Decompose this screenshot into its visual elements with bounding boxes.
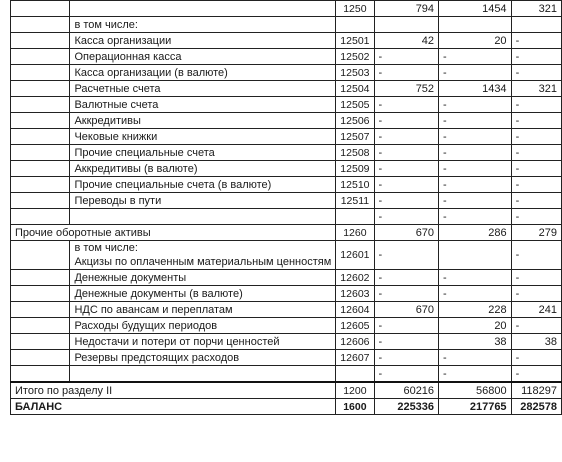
row-indent-cell: [11, 366, 70, 383]
row-value-v2: -: [439, 366, 512, 383]
row-value-v2: -: [439, 350, 512, 366]
row-code: 12603: [336, 286, 374, 302]
row-value-v1: -: [374, 161, 439, 177]
row-code: 12602: [336, 270, 374, 286]
row-value-v2: -: [439, 193, 512, 209]
row-name: [70, 209, 336, 225]
row-value-v2: -: [439, 65, 512, 81]
row-indent-cell: [11, 270, 70, 286]
row-code: 12605: [336, 318, 374, 334]
row-name-text: Операционная касса: [74, 50, 182, 63]
row-value-v3: [511, 17, 561, 33]
row-code: 12501: [336, 33, 374, 49]
row-name-text: Итого по разделу II: [15, 384, 113, 397]
row-name-text: Переводы в пути: [74, 194, 162, 207]
table-row: [11, 366, 562, 383]
row-indent-cell: [11, 161, 70, 177]
row-value-v2: -: [439, 145, 512, 161]
row-value-v2: -: [439, 49, 512, 65]
row-name-text: Недостачи и потери от порчи ценностей: [74, 335, 280, 348]
row-code: 1260: [336, 225, 374, 241]
row-indent-cell: [11, 97, 70, 113]
table-row: [11, 318, 562, 334]
row-value-v1: -: [374, 113, 439, 129]
row-value-v3: -: [511, 161, 561, 177]
row-name-text: Денежные документы (в валюте): [74, 287, 243, 300]
table-row: [11, 161, 562, 177]
row-value-v1: -: [374, 270, 439, 286]
row-value-v1: -: [374, 241, 439, 270]
row-indent-cell: [11, 193, 70, 209]
row-name-text: НДС по авансам и переплатам: [74, 303, 233, 316]
row-name-text: Денежные документы: [74, 271, 187, 284]
row-value-v3: -: [511, 241, 561, 270]
row-value-v3: 282578: [511, 399, 561, 415]
row-name: [70, 334, 336, 350]
row-code: 12504: [336, 81, 374, 97]
table-row: [11, 225, 562, 241]
row-value-v1: 794: [374, 1, 439, 17]
row-name: [70, 65, 336, 81]
row-code: 12503: [336, 65, 374, 81]
row-name-text-2: Акцизы по оплаченным материальным ценностям: [74, 256, 332, 268]
row-value-v1: 60216: [374, 382, 439, 399]
table-row: [11, 129, 562, 145]
row-value-v2: -: [439, 129, 512, 145]
row-code: [336, 209, 374, 225]
row-value-v2: 56800: [439, 382, 512, 399]
row-indent-cell: [11, 65, 70, 81]
row-value-v1: [374, 17, 439, 33]
row-value-v3: -: [511, 366, 561, 383]
row-value-v1: -: [374, 350, 439, 366]
row-name-text: Резервы предстоящих расходов: [74, 351, 240, 364]
row-name-text: Касса организации (в валюте): [74, 66, 228, 79]
row-value-v3: 279: [511, 225, 561, 241]
row-indent-cell: [11, 113, 70, 129]
row-name-text: Касса организации: [74, 34, 172, 47]
row-name: [70, 286, 336, 302]
row-indent-cell: [11, 334, 70, 350]
table-row: [11, 33, 562, 49]
row-value-v2: 20: [439, 33, 512, 49]
row-value-v2: -: [439, 177, 512, 193]
row-name: [70, 97, 336, 113]
row-name-text: Валютные счета: [74, 98, 159, 111]
row-indent-cell: [11, 1, 70, 17]
table-row: [11, 97, 562, 113]
row-indent-cell: [11, 177, 70, 193]
row-value-v2: [439, 17, 512, 33]
row-value-v3: 118297: [511, 382, 561, 399]
row-name: [70, 161, 336, 177]
row-code: 12502: [336, 49, 374, 65]
table-row: [11, 302, 562, 318]
row-code: 1200: [336, 382, 374, 399]
row-value-v1: 752: [374, 81, 439, 97]
row-value-v2: -: [439, 113, 512, 129]
table-row: [11, 382, 562, 399]
row-value-v1: 225336: [374, 399, 439, 415]
table-row: [11, 350, 562, 366]
row-name-text: в том числе:: [74, 18, 138, 31]
row-name-text: Расходы будущих периодов: [74, 319, 218, 332]
row-value-v2: -: [439, 209, 512, 225]
table-row: [11, 209, 562, 225]
row-name: [70, 81, 336, 97]
table-row: [11, 193, 562, 209]
row-name: [70, 33, 336, 49]
row-value-v1: -: [374, 65, 439, 81]
row-value-v1: 42: [374, 33, 439, 49]
row-value-v1: -: [374, 193, 439, 209]
table-row: [11, 241, 562, 270]
row-value-v3: -: [511, 49, 561, 65]
row-name: [11, 382, 336, 399]
row-code: 1600: [336, 399, 374, 415]
row-value-v1: 670: [374, 302, 439, 318]
balance-table: [10, 0, 562, 415]
row-indent-cell: [11, 17, 70, 33]
row-name: [70, 318, 336, 334]
row-value-v1: -: [374, 334, 439, 350]
row-value-v3: -: [511, 145, 561, 161]
table-row: [11, 286, 562, 302]
row-name: [70, 113, 336, 129]
row-code: 12601: [336, 241, 374, 270]
row-value-v1: -: [374, 286, 439, 302]
table-row: [11, 270, 562, 286]
row-name-text: Прочие специальные счета (в валюте): [74, 178, 272, 191]
table-row: [11, 49, 562, 65]
row-code: 12511: [336, 193, 374, 209]
row-value-v1: -: [374, 366, 439, 383]
row-name-text: Прочие специальные счета: [74, 146, 215, 159]
row-indent-cell: [11, 241, 70, 270]
row-value-v2: -: [439, 97, 512, 113]
row-value-v3: -: [511, 318, 561, 334]
row-value-v1: -: [374, 129, 439, 145]
row-value-v3: 38: [511, 334, 561, 350]
row-code: 12508: [336, 145, 374, 161]
row-value-v1: -: [374, 97, 439, 113]
row-name: [70, 177, 336, 193]
row-indent-cell: [11, 350, 70, 366]
row-value-v1: -: [374, 49, 439, 65]
row-value-v1: -: [374, 145, 439, 161]
row-name: [70, 129, 336, 145]
table-row: [11, 65, 562, 81]
row-value-v2: -: [439, 270, 512, 286]
row-value-v1: -: [374, 209, 439, 225]
row-code: 12607: [336, 350, 374, 366]
row-name: [70, 17, 336, 33]
row-indent-cell: [11, 318, 70, 334]
row-value-v1: -: [374, 318, 439, 334]
row-indent-cell: [11, 81, 70, 97]
row-code: 1250: [336, 1, 374, 17]
row-code: 12509: [336, 161, 374, 177]
row-value-v2: 286: [439, 225, 512, 241]
row-name: [70, 350, 336, 366]
row-value-v3: -: [511, 113, 561, 129]
table-row: [11, 113, 562, 129]
row-name-text: Аккредитивы (в валюте): [74, 162, 198, 175]
row-name: [11, 225, 336, 241]
row-indent-cell: [11, 49, 70, 65]
row-name: [70, 241, 336, 270]
row-name-text: Прочие оборотные активы: [15, 226, 151, 239]
row-name: [70, 193, 336, 209]
row-name-text: БАЛАНС: [15, 400, 63, 413]
row-value-v2: [439, 241, 512, 270]
row-indent-cell: [11, 286, 70, 302]
row-value-v2: 1454: [439, 1, 512, 17]
row-value-v3: -: [511, 209, 561, 225]
row-value-v2: 20: [439, 318, 512, 334]
row-name-text: Расчетные счета: [74, 82, 161, 95]
row-code: 12604: [336, 302, 374, 318]
row-name: [70, 302, 336, 318]
row-name-text: в том числе:: [74, 242, 138, 254]
row-value-v2: 1434: [439, 81, 512, 97]
balance-sheet-page: [10, 0, 562, 415]
row-code: 12606: [336, 334, 374, 350]
row-code: 12505: [336, 97, 374, 113]
row-value-v2: 217765: [439, 399, 512, 415]
row-code: 12506: [336, 113, 374, 129]
row-name-text: Чековые книжки: [74, 130, 158, 143]
table-row: [11, 399, 562, 415]
row-value-v3: -: [511, 97, 561, 113]
row-indent-cell: [11, 129, 70, 145]
row-indent-cell: [11, 209, 70, 225]
row-value-v3: -: [511, 129, 561, 145]
row-value-v1: 670: [374, 225, 439, 241]
row-name: [70, 366, 336, 383]
row-value-v3: 241: [511, 302, 561, 318]
row-code: 12507: [336, 129, 374, 145]
row-value-v3: -: [511, 33, 561, 49]
row-code: 12510: [336, 177, 374, 193]
table-row: [11, 334, 562, 350]
table-row: [11, 177, 562, 193]
row-name: [70, 49, 336, 65]
row-value-v3: -: [511, 270, 561, 286]
row-value-v3: -: [511, 350, 561, 366]
row-value-v3: -: [511, 286, 561, 302]
row-indent-cell: [11, 33, 70, 49]
row-value-v3: 321: [511, 81, 561, 97]
table-row: [11, 145, 562, 161]
row-indent-cell: [11, 302, 70, 318]
row-value-v3: -: [511, 65, 561, 81]
row-value-v1: -: [374, 177, 439, 193]
row-name: [70, 270, 336, 286]
table-row: [11, 17, 562, 33]
row-code: [336, 366, 374, 383]
table-row: [11, 81, 562, 97]
row-name: [70, 1, 336, 17]
row-name: [11, 399, 336, 415]
row-value-v2: -: [439, 161, 512, 177]
row-value-v2: -: [439, 286, 512, 302]
row-code: [336, 17, 374, 33]
row-value-v3: -: [511, 177, 561, 193]
row-indent-cell: [11, 145, 70, 161]
row-value-v3: 321: [511, 1, 561, 17]
row-name: [70, 145, 336, 161]
table-row: [11, 1, 562, 17]
row-value-v3: -: [511, 193, 561, 209]
row-name-text: Аккредитивы: [74, 114, 141, 127]
row-value-v2: 38: [439, 334, 512, 350]
row-value-v2: 228: [439, 302, 512, 318]
